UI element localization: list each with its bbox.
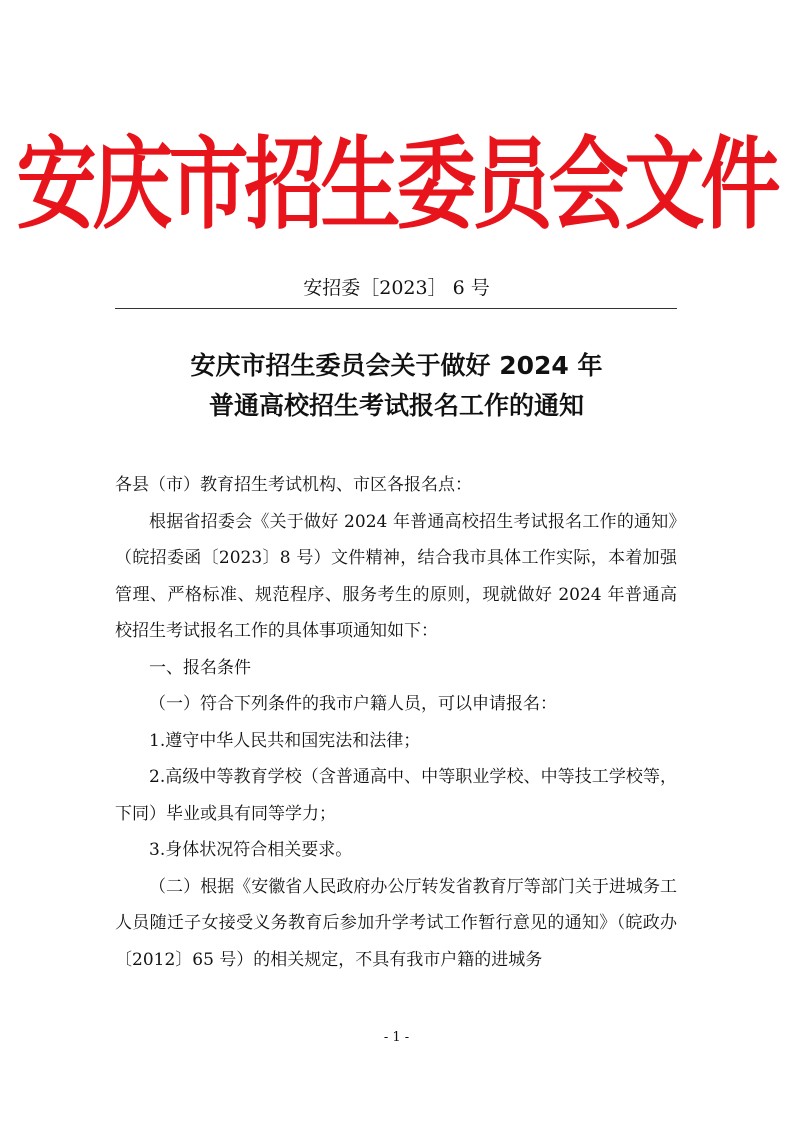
section-heading-registration-conditions: 一、报名条件: [149, 657, 251, 678]
intro-paragraph: 根据省招委会《关于做好 2024 年普通高校招生考试报名工作的通知》（皖招委函〔2023〕8 号）文件精神，结合我市具体工作实际，本着加强管理、严格标准、规范程序、服务考生的原则，现就做好 2024 年普通高校招生考试报名工作的具体事项通知如下：: [115, 511, 677, 641]
notice-title-line-1: 安庆市招生委员会关于做好 2024 年: [190, 351, 603, 380]
notice-title-line-2: 普通高校招生考试报名工作的通知: [208, 391, 584, 420]
document-header-title: 安庆市招生委员会文件: [16, 126, 777, 243]
notice-title: [0, 346, 793, 426]
condition-item-2: 2.高级中等教育学校（含普通高中、中等职业学校、中等技工学校等，下同）毕业或具有同等学力；: [115, 767, 677, 824]
page-number: - 1 -: [383, 1030, 410, 1045]
condition-item-3: 3.身体状况符合相关要求。: [149, 840, 353, 860]
document-number: 安招委［2023］ 6 号: [303, 277, 490, 299]
subsection-2-paragraph: （二）根据《安徽省人民政府办公厅转发省教育厅等部门关于进城务工人员随迁子女接受义务教育后参加升学考试工作暂行意见的通知》（皖政办〔2012〕65 号）的相关规定，不具有我市户籍的进城务: [115, 876, 677, 970]
document-body: [115, 467, 677, 978]
salutation: 各县（市）教育招生考试机构、市区各报名点：: [115, 475, 472, 495]
condition-item-1: 1.遵守中华人民共和国宪法和法律；: [149, 730, 421, 751]
header-divider: [115, 308, 677, 309]
subsection-heading-1: （一）符合下列条件的我市户籍人员，可以申请报名：: [149, 694, 557, 714]
